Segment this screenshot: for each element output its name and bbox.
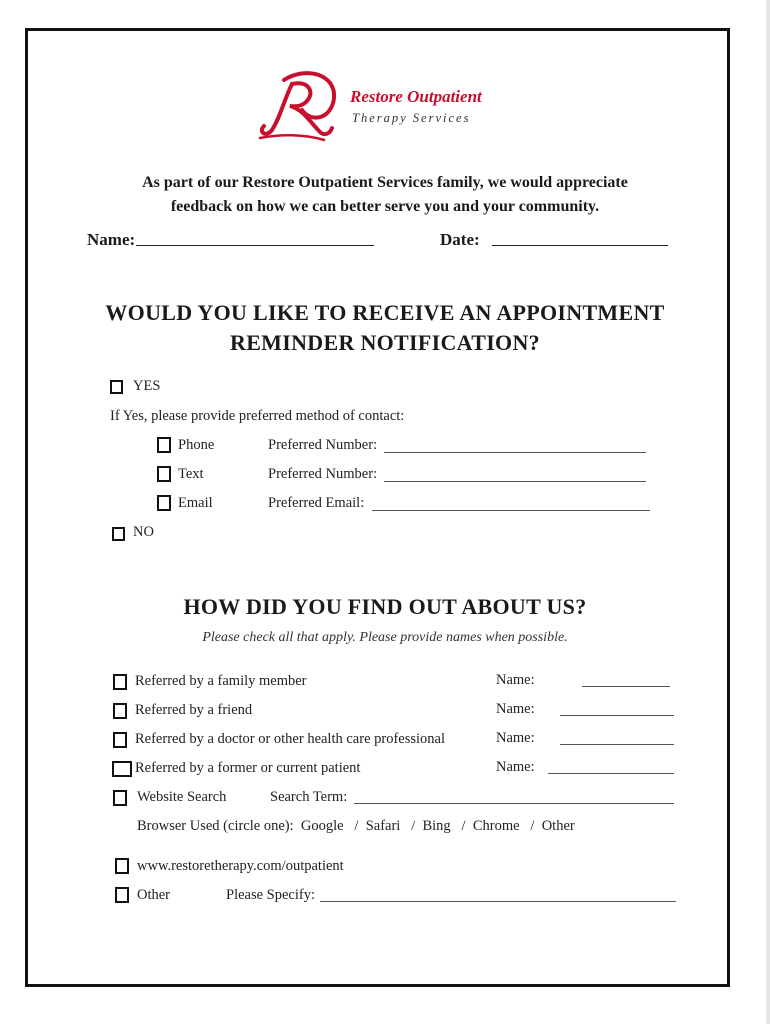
website-search-checkbox[interactable] [113,790,127,806]
no-label: NO [133,524,154,540]
patient-name-label: Name: [496,759,535,775]
logo-subtitle: Therapy Services [352,111,471,125]
name-field[interactable] [136,245,374,246]
friend-referral-label: Referred by a friend [135,702,253,718]
reminder-heading-line-2: REMINDER NOTIFICATION? [230,330,540,355]
patient-referral-label: Referred by a former or current patient [135,760,361,776]
phone-number-field[interactable] [384,452,646,453]
form-border [25,28,730,987]
yes-label: YES [133,378,161,394]
phone-number-prompt: Preferred Number: [268,437,378,453]
logo-title: Restore Outpatient [350,87,482,106]
find-us-instruction: Please check all that apply. Please provide names when possible. [202,630,568,645]
date-label: Date: [440,230,480,249]
intro-line-2: feedback on how we can better serve you and your community. [170,198,600,215]
search-term-label: Search Term: [270,789,348,805]
yes-checkbox[interactable] [110,380,123,394]
text-number-prompt: Preferred Number: [268,466,378,482]
phone-checkbox[interactable] [157,437,171,453]
email-prompt: Preferred Email: [268,495,365,511]
family-name-label: Name: [496,672,535,688]
other-checkbox[interactable] [115,887,129,903]
family-name-field[interactable] [582,686,670,687]
doctor-referral-checkbox[interactable] [113,732,127,748]
website-checkbox[interactable] [115,858,129,874]
doctor-name-label: Name: [496,730,535,746]
email-checkbox[interactable] [157,495,171,511]
date-field[interactable] [492,245,668,246]
intro-line-1: As part of our Restore Outpatient Services family, we would appreciate [142,174,628,191]
find-us-heading: HOW DID YOU FIND OUT ABOUT US? [183,594,587,619]
name-label: Name: [87,230,136,249]
other-specify-field[interactable] [320,901,676,902]
website-label: www.restoretherapy.com/outpatient [137,858,344,874]
browser-used-options[interactable]: Browser Used (circle one): Google / Safari / Bing / Chrome / Other [137,818,575,834]
scan-edge [766,0,770,1024]
if-yes-instruction: If Yes, please provide preferred method of contact: [110,408,405,424]
website-search-label: Website Search [137,789,227,805]
text-label: Text [178,466,204,482]
restore-logo-icon [254,66,340,146]
text-checkbox[interactable] [157,466,171,482]
patient-referral-checkbox[interactable] [112,761,132,777]
search-term-field[interactable] [354,803,674,804]
friend-referral-checkbox[interactable] [113,703,127,719]
other-label: Other [137,887,171,903]
doctor-name-field[interactable] [560,744,674,745]
no-checkbox[interactable] [112,527,125,541]
text-number-field[interactable] [384,481,646,482]
phone-label: Phone [178,437,215,453]
patient-name-field[interactable] [548,773,674,774]
friend-name-label: Name: [496,701,535,717]
email-field[interactable] [372,510,650,511]
family-referral-label: Referred by a family member [135,673,307,689]
email-label: Email [178,495,213,511]
doctor-referral-label: Referred by a doctor or other health care professional [135,731,446,747]
family-referral-checkbox[interactable] [113,674,127,690]
reminder-heading-line-1: WOULD YOU LIKE TO RECEIVE AN APPOINTMENT [105,300,665,325]
specify-label: Please Specify: [226,887,315,903]
friend-name-field[interactable] [560,715,674,716]
